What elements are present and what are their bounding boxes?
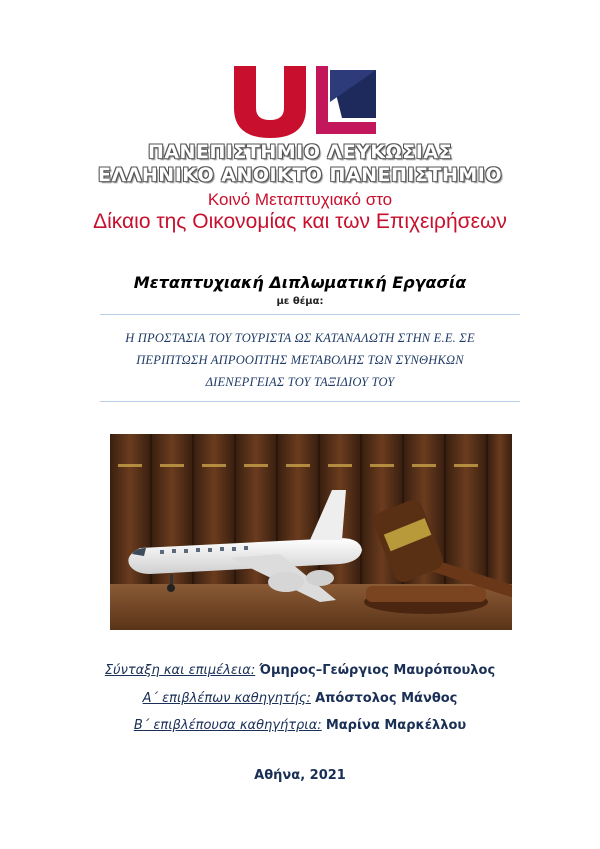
university-logo (226, 62, 396, 138)
divider-bottom (100, 401, 520, 402)
topic-line-1: Η ΠΡΟΣΤΑΣΙΑ ΤΟΥ ΤΟΥΡΙΣΤΑ ΩΣ ΚΑΤΑΝΑΛΩΤΗ ΣΤΗΝ Ε.Ε. ΣΕ (125, 331, 475, 345)
topic-line-2: ΠΕΡΙΠΤΩΣΗ ΑΠΡΟΟΠΤΗΣ ΜΕΤΑΒΟΛΗΣ ΤΩΝ ΣΥΝΘΗΚΩΝ (136, 353, 464, 367)
divider-top (100, 314, 520, 315)
credit-supervisor-a-name: Απόστολος Μάνθος (315, 691, 458, 706)
credit-author-role: Σύνταξη και επιμέλεια: (104, 663, 256, 678)
university-name-line1: ΠΑΝΕΠΙΣΤΗΜΙΟ ΛΕΥΚΩΣΙΑΣ (147, 141, 453, 163)
cover-photo (110, 434, 512, 630)
credit-supervisor-b-role: Β΄ επιβλέπουσα καθηγήτρια: (133, 718, 322, 733)
credit-author (0, 663, 600, 678)
subject-label: με θέμα: (276, 296, 324, 307)
topic-line-3: ΔΙΕΝΕΡΓΕΙΑΣ ΤΟΥ ΤΑΞΙΔΙΟΥ ΤΟΥ (205, 375, 395, 389)
credit-supervisor-a (0, 691, 600, 706)
thesis-type: Μεταπτυχιακή Διπλωματική Εργασία (133, 273, 467, 292)
credit-author-name: Όμηρος–Γεώργιος Μαυρόπουλος (259, 663, 496, 678)
place-and-date: Αθήνα, 2021 (254, 768, 346, 783)
credit-supervisor-a-role: Α΄ επιβλέπων καθηγητής: (142, 691, 311, 706)
program-title-line1: Κοινό Μεταπτυχιακό στο (207, 190, 393, 209)
credit-supervisor-b-name: Μαρίνα Μαρκέλλου (325, 718, 467, 733)
program-title-line2: Δίκαιο της Οικονομίας και των Επιχειρήσεων (93, 210, 507, 233)
university-name-line2: ΕΛΛΗΝΙΚΟ ΑΝΟΙΚΤΟ ΠΑΝΕΠΙΣΤΗΜΙΟ (98, 164, 502, 186)
credit-supervisor-b (0, 718, 600, 733)
